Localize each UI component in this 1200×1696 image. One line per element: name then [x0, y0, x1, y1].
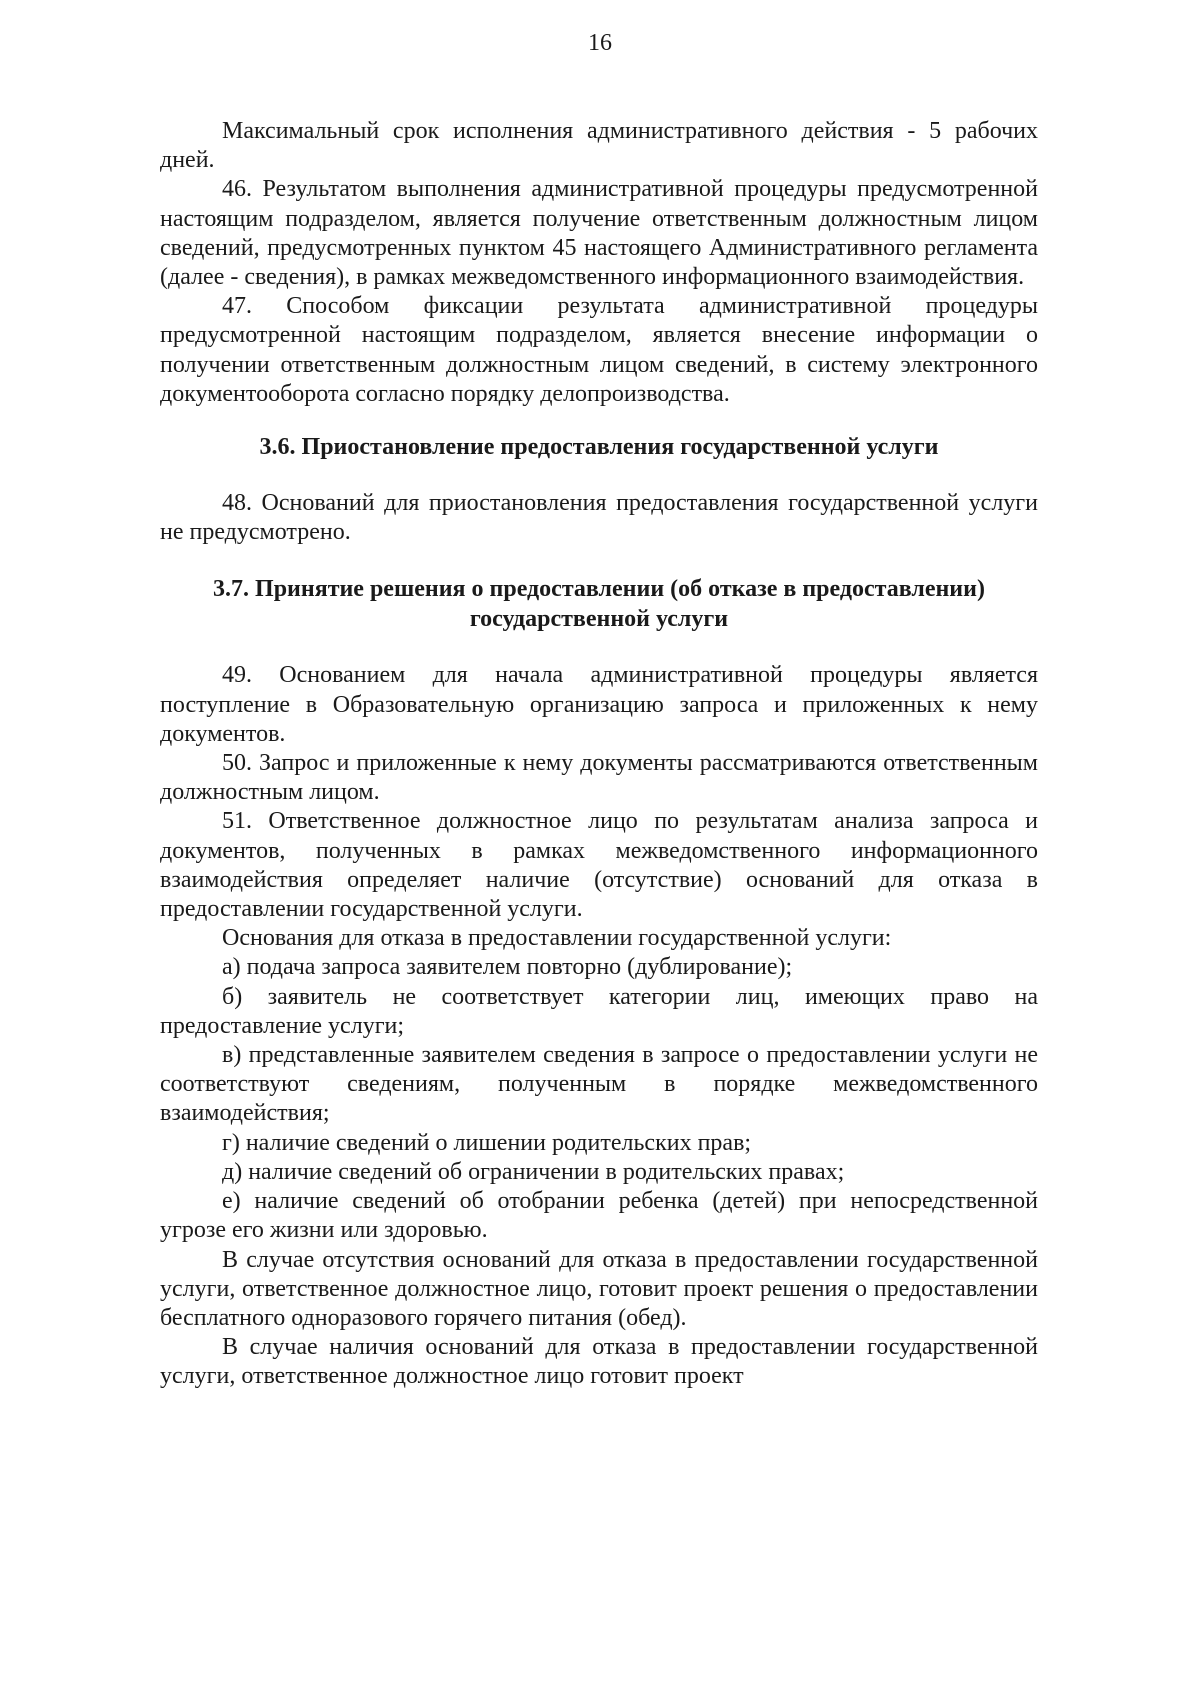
paragraph-47: 47. Способом фиксации результата административной процедуры предусмотренной настоящим подразделом, является внесение информации о получении ответственным должностным лицом сведений, в систему электронного документооборота согласно порядку делопроизводства.	[160, 293, 1038, 407]
paragraph-51: 51. Ответственное должностное лицо по результатам анализа запроса и документов, полученных в рамках межведомственного информационного взаимодействия определяет наличие (отсутствие) оснований для отказа в предоставлении государственной услуги.	[160, 808, 1038, 923]
list-item-b: б) заявитель не соответствует категории лиц, имеющих право на предоставление услуги;	[160, 983, 1038, 1039]
section-heading-3-7	[160, 574, 1038, 634]
section-heading-3-7-line2: государственной услуги	[469, 606, 729, 633]
paragraph-max-term: Максимальный срок исполнения административного действия - 5 рабочих дней.	[160, 118, 1038, 174]
paragraph-46: 46. Результатом выполнения административной процедуры предусмотренной настоящим подразделом, является получение ответственным должностным лицом сведений, предусмотренных пунктом 45 настоящего Административного регламента (далее - сведения), в рамках межведомственного информационного взаимодействия.	[160, 176, 1038, 291]
list-item-v: в) представленные заявителем сведения в запросе о предоставлении услуги не соответствуют сведениям, полученным в порядке межведомственного взаимодействия;	[160, 1042, 1038, 1127]
paragraph-49: 49. Основанием для начала административной процедуры является поступление в Образовательную организацию запроса и приложенных к нему документов.	[160, 662, 1038, 747]
list-item-d: д) наличие сведений об ограничении в родительских правах;	[222, 1158, 845, 1185]
section-heading-3-7-line1: 3.7. Принятие решения о предоставлении (об отказе в предоставлении)	[213, 576, 985, 603]
list-item-g: г) наличие сведений о лишении родительских прав;	[222, 1129, 752, 1156]
paragraph-no-grounds: В случае отсутствия оснований для отказа в предоставлении государственной услуги, ответственное должностное лицо, готовит проект решения о предоставлении бесплатного одноразового горячего питания (обед).	[160, 1246, 1038, 1331]
page-body	[160, 117, 1038, 1392]
paragraph-48: 48. Оснований для приостановления предоставления государственной услуги не предусмотрено.	[160, 490, 1038, 546]
paragraph-grounds-present: В случае наличия оснований для отказа в предоставлении государственной услуги, ответственное должностное лицо готовит проект	[160, 1334, 1038, 1390]
paragraph-50: 50. Запрос и приложенные к нему документы рассматриваются ответственным должностным лицом.	[160, 750, 1038, 806]
list-item-e: е) наличие сведений об отобрании ребенка (детей) при непосредственной угрозе его жизни или здоровью.	[160, 1188, 1038, 1244]
paragraph-refusal-grounds-intro: Основания для отказа в предоставлении государственной услуги:	[222, 925, 892, 952]
list-item-a: а) подача запроса заявителем повторно (дублирование);	[222, 954, 793, 981]
page-number: 16	[588, 30, 612, 56]
section-heading-3-6: 3.6. Приостановление предоставления государственной услуги	[259, 434, 939, 461]
